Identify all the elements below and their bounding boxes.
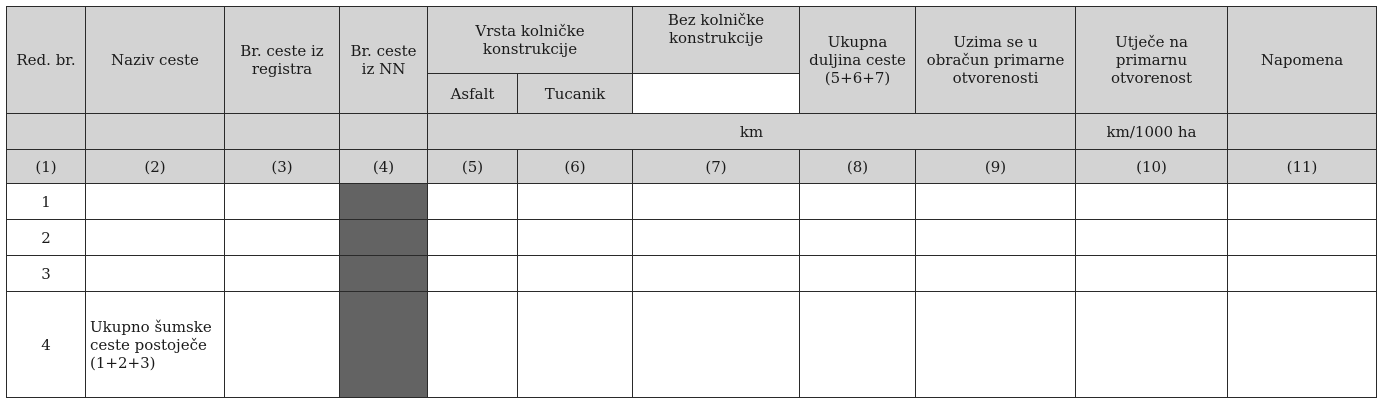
header-red-br: Red. br. [7,7,86,114]
row-cell [225,220,340,256]
col-number: (3) [225,150,340,184]
disabled-cell [340,220,428,256]
row-cell [633,256,800,292]
col-number: (6) [518,150,633,184]
row-number: 2 [7,220,86,256]
row-number: 3 [7,256,86,292]
row-naziv [86,256,225,292]
row-cell [916,292,1076,398]
row-cell [800,292,916,398]
row-cell [1076,256,1228,292]
road-data-table [6,6,1377,398]
row-cell [1076,184,1228,220]
row-cell [428,292,518,398]
row-cell [225,184,340,220]
table-row [7,256,1377,292]
blank-header-cell [633,74,800,114]
units-cell [1228,114,1377,150]
col-number: (8) [800,150,916,184]
row-cell [225,256,340,292]
col-number: (5) [428,150,518,184]
row-number: 1 [7,184,86,220]
table-row [7,220,1377,256]
row-cell [518,256,633,292]
row-cell [1228,256,1377,292]
col-number: (11) [1228,150,1377,184]
header-bez-konstrukcije: Bez kolničke konstrukcije [633,7,800,74]
row-cell [800,184,916,220]
row-number: 4 [7,292,86,398]
row-naziv [86,184,225,220]
row-cell [800,256,916,292]
row-naziv: Ukupno šumske ceste postoječe (1+2+3) [86,292,225,398]
row-cell [225,292,340,398]
row-cell [916,184,1076,220]
table-row [7,184,1377,220]
col-number: (9) [916,150,1076,184]
row-cell [916,256,1076,292]
col-number: (4) [340,150,428,184]
disabled-cell [340,184,428,220]
units-cell [225,114,340,150]
header-uzima-se: Uzima se u obračun primarne otvorenosti [916,7,1076,114]
header-vrsta-konstrukcije: Vrsta kolničke konstrukcije [428,7,633,74]
row-cell [518,184,633,220]
header-br-ceste-registra: Br. ceste iz registra [225,7,340,114]
header-utjece: Utječe na primarnu otvorenost [1076,7,1228,114]
header-naziv-ceste: Naziv ceste [86,7,225,114]
row-cell [518,292,633,398]
header-ukupna-duljina: Ukupna duljina ceste (5+6+7) [800,7,916,114]
header-napomena: Napomena [1228,7,1377,114]
row-cell [633,220,800,256]
row-cell [916,220,1076,256]
col-number: (2) [86,150,225,184]
units-cell [86,114,225,150]
header-tucanik: Tucanik [518,74,633,114]
row-cell [1076,220,1228,256]
row-cell [633,184,800,220]
disabled-cell [340,256,428,292]
col-number: (7) [633,150,800,184]
disabled-cell [340,292,428,398]
units-cell [7,114,86,150]
units-km-per-ha: km/1000 ha [1076,114,1228,150]
row-cell [428,220,518,256]
row-cell [518,220,633,256]
units-km: km [428,114,1076,150]
row-cell [1228,292,1377,398]
col-number: (1) [7,150,86,184]
row-cell [428,256,518,292]
row-cell [1228,220,1377,256]
header-br-ceste-nn: Br. ceste iz NN [340,7,428,114]
row-cell [428,184,518,220]
row-cell [1076,292,1228,398]
table-row [7,292,1377,398]
row-cell [800,220,916,256]
row-cell [633,292,800,398]
row-cell [1228,184,1377,220]
units-cell [340,114,428,150]
header-asfalt: Asfalt [428,74,518,114]
col-number: (10) [1076,150,1228,184]
row-naziv [86,220,225,256]
